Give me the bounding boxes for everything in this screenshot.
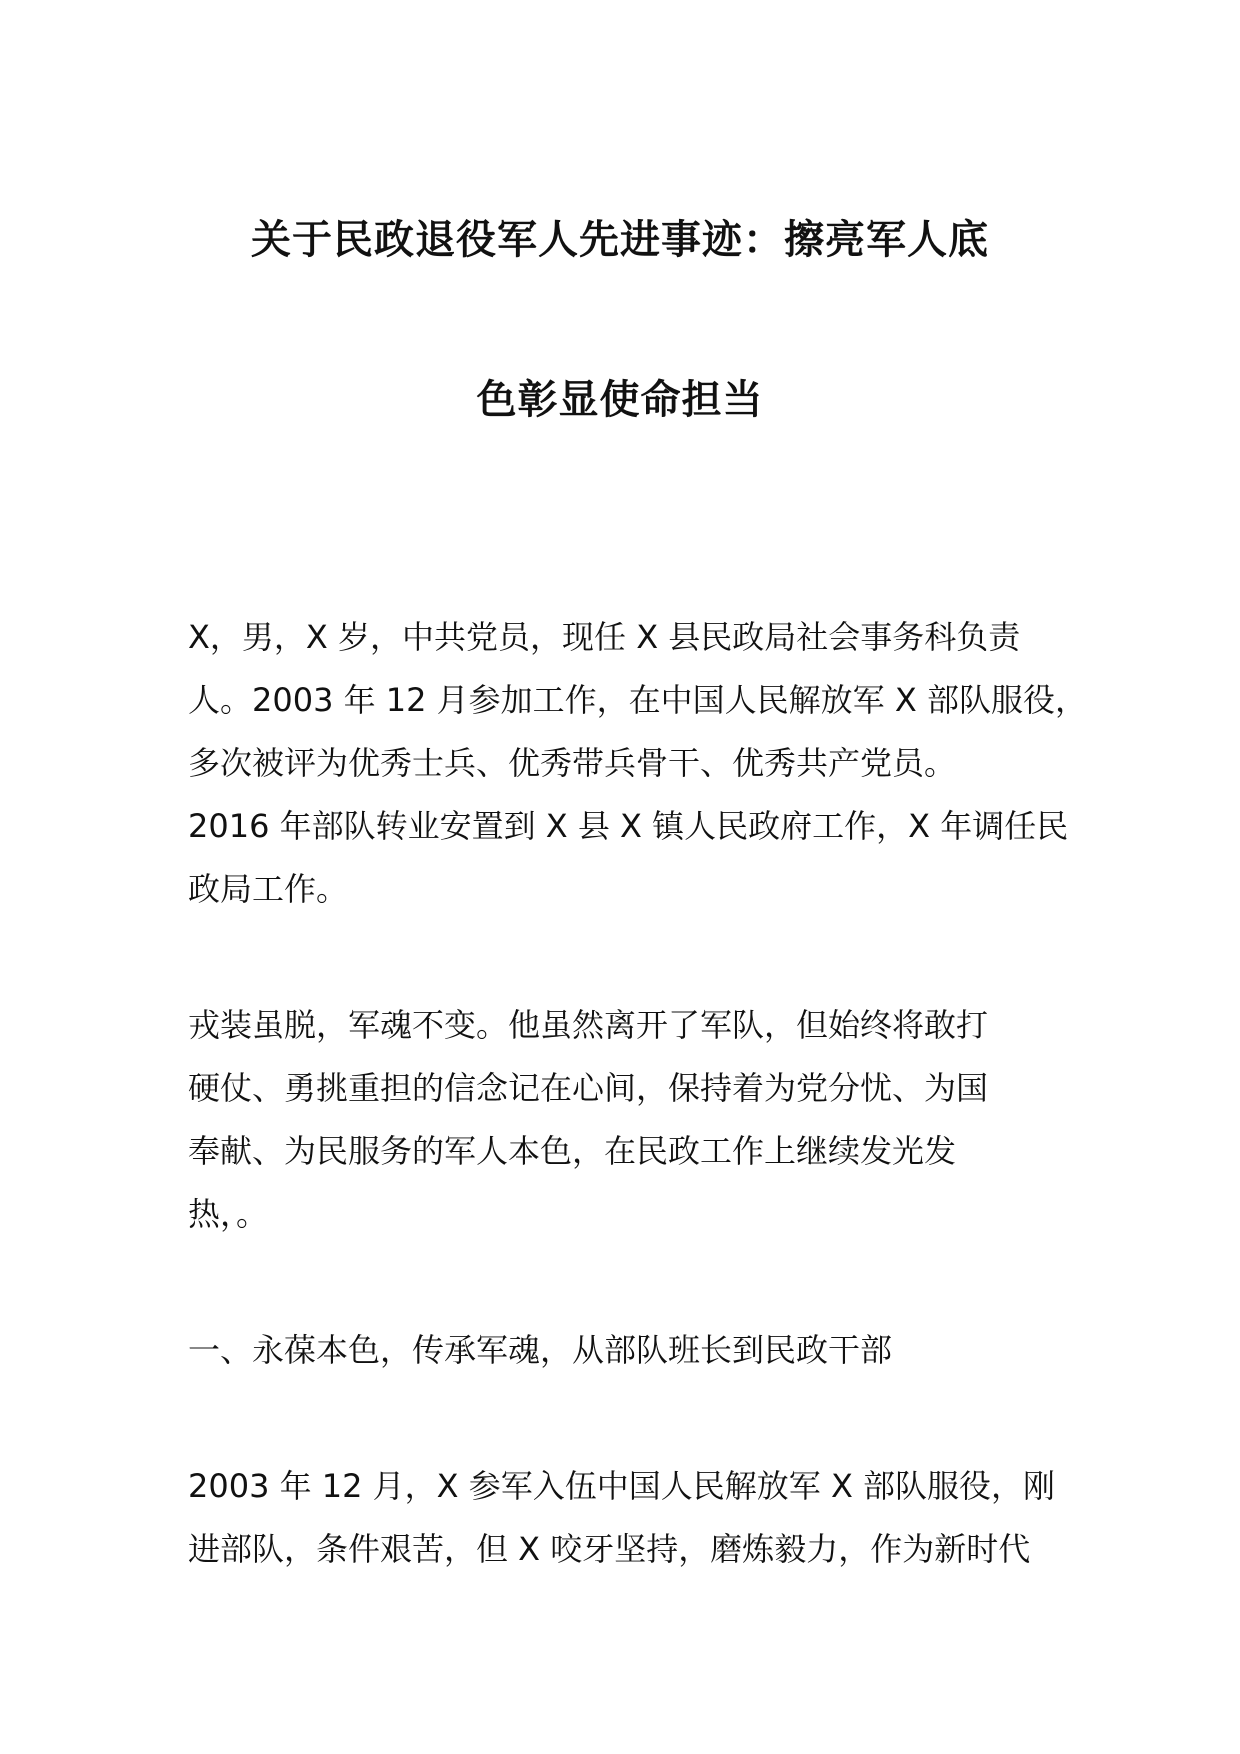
- paragraph-2-line: 戎装虽脱，军魂不变。他虽然离开了军队，但始终将敢打: [188, 1006, 989, 1044]
- paragraph-1-line: 多次被评为优秀士兵、优秀带兵骨干、优秀共产党员。: [188, 744, 957, 782]
- paragraph-1-line: 政局工作。: [188, 870, 349, 908]
- paragraph-2-line: 热，。: [188, 1195, 269, 1233]
- paragraph-2-line: 奉献、为民服务的军人本色，在民政工作上继续发光发: [188, 1132, 957, 1170]
- paragraph-3-line: 2003 年 12 月，X 参军入伍中国人民解放军 X 部队服役，刚: [188, 1467, 1056, 1505]
- paragraph-1-line: X，男，X 岁，中共党员，现任 X 县民政局社会事务科负责: [188, 618, 1021, 656]
- document-title-line-1: 关于民政退役军人先进事迹：擦亮军人底: [251, 217, 989, 263]
- paragraph-3-line: 进部队，条件艰苦，但 X 咬牙坚持，磨炼毅力，作为新时代: [188, 1530, 1031, 1568]
- paragraph-1-line: 人。2003 年 12 月参加工作，在中国人民解放军 X 部队服役，: [188, 681, 1087, 719]
- document-title-line-2: 色彰显使命担当: [476, 377, 764, 423]
- paragraph-2-line: 硬仗、勇挑重担的信念记在心间，保持着为党分忧、为国: [188, 1069, 989, 1107]
- paragraph-1-line: 2016 年部队转业安置到 X 县 X 镇人民政府工作，X 年调任民: [188, 807, 1069, 845]
- section-heading: 一、永葆本色，传承军魂，从部队班长到民政干部: [188, 1331, 893, 1369]
